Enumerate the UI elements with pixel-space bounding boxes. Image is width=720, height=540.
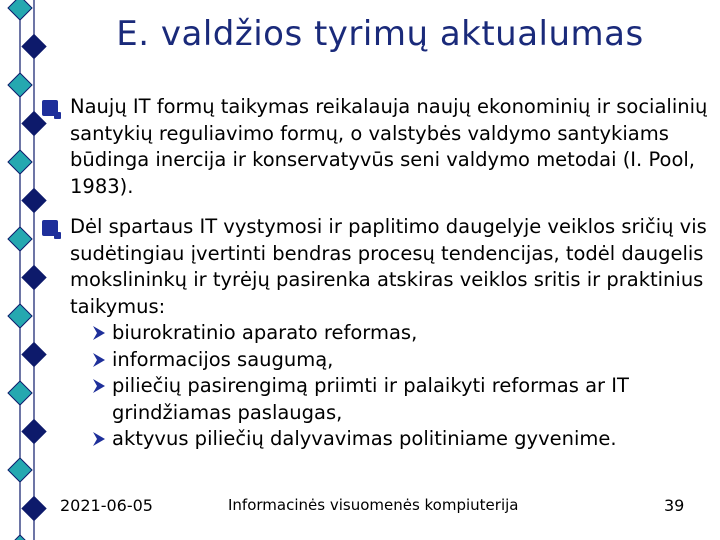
sub-bullet-item xyxy=(78,373,714,426)
footer-course-title: Informacinės visuomenės kompiuterija xyxy=(228,496,519,514)
sub-bullet-item xyxy=(78,320,714,347)
bullet-text: Naujų IT formų taikymas reikalauja naujų ekonominių ir socialinių santykių reguliavimo formų, o valstybės valdymo santykiams būdinga inercija ir konservatyvūs seni valdymo metodai (I. Pool, 1983). xyxy=(70,95,708,198)
diamond-ornament-icon xyxy=(8,535,32,540)
bullet-item xyxy=(42,94,714,200)
arrow-bullet-icon xyxy=(92,350,106,370)
sub-bullet-text: biurokratinio aparato reformas, xyxy=(112,321,418,344)
arrow-bullet-icon xyxy=(92,323,106,343)
diamond-ornament-icon xyxy=(8,227,32,251)
bullet-item xyxy=(42,214,714,453)
diamond-ornament-icon xyxy=(22,497,46,521)
sub-bullet-list xyxy=(70,320,714,453)
sub-bullet-text: informacijos saugumą, xyxy=(112,347,334,371)
diamond-ornament-icon xyxy=(22,35,46,59)
diamond-ornament-icon xyxy=(8,304,32,328)
square-bullet-icon xyxy=(42,220,58,236)
sub-bullet-text: aktyvus piliečių dalyvavimas politiniame gyvenime. xyxy=(112,427,617,450)
arrow-bullet-icon xyxy=(92,429,106,449)
square-bullet-icon xyxy=(42,100,58,116)
slide-content xyxy=(42,94,714,467)
sub-bullet-item xyxy=(78,426,714,453)
bullet-text: Dėl spartaus IT vystymosi ir paplitimo daugelyje veiklos sričių vis sudėtingiau įvertinti bendras procesų tendencijas, todėl daugelis mokslininkų ir tyrėjų pasirenka atskiras veiklos sritis ir praktinius taikymus: xyxy=(70,215,707,318)
footer-date: 2021-06-05 xyxy=(60,496,153,515)
diamond-ornament-icon xyxy=(8,73,32,97)
diamond-ornament-icon xyxy=(8,458,32,482)
sub-bullet-item xyxy=(78,347,714,374)
slide-title: E. valdžios tyrimų aktualumas xyxy=(116,14,644,54)
arrow-bullet-icon xyxy=(92,376,106,396)
diamond-ornament-icon xyxy=(8,150,32,174)
diamond-ornament-icon xyxy=(8,381,32,405)
sub-bullet-text: piliečių pasirengimą priimti ir palaikyti reformas ar IT grindžiamas paslaugas, xyxy=(112,374,629,424)
page-number: 39 xyxy=(664,496,685,515)
diamond-ornament-icon xyxy=(8,0,32,20)
